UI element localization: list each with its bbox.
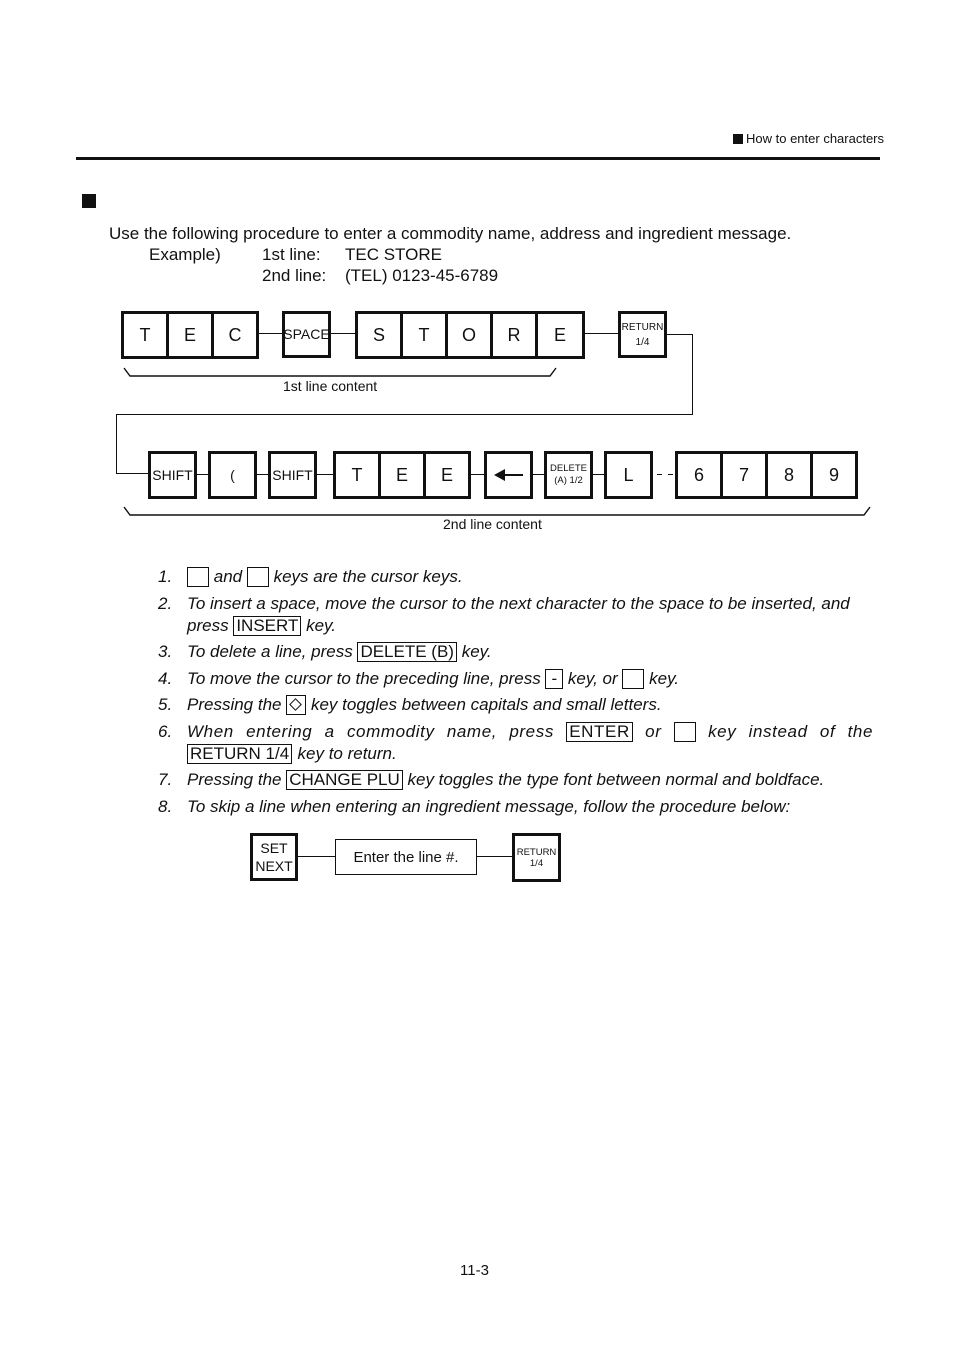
square-bullet-icon <box>733 134 743 144</box>
return-key-box: RETURN 1/4 <box>187 744 292 764</box>
left-arrow-icon <box>494 468 524 482</box>
connector-line <box>259 333 283 334</box>
example-line1-label: 1st line: <box>262 245 321 264</box>
list-item: 7. Pressing the CHANGE PLU key toggles the type font between normal and boldface. <box>158 770 825 789</box>
key-t: T <box>333 451 381 499</box>
page-number: 11-3 <box>460 1262 489 1279</box>
change-plu-key-box: CHANGE PLU <box>286 770 403 790</box>
list-item: 8. To skip a line when entering an ingredient message, follow the procedure below: <box>158 796 791 816</box>
key-e: E <box>535 311 585 359</box>
connector-line <box>116 473 148 474</box>
connector-line <box>477 856 512 857</box>
row1-caption: 1st line content <box>283 378 378 394</box>
list-item: 4. To move the cursor to the preceding line, press - key, or key. <box>158 668 680 688</box>
key-8: 8 <box>765 451 813 499</box>
cursor-key-box <box>622 669 644 689</box>
key-e: E <box>166 311 214 359</box>
enter-line-number-box: Enter the line #. <box>335 839 477 875</box>
list-item: 2. To insert a space, move the cursor to the next character to the space to be inserted, and press INSERT key. <box>158 593 850 635</box>
key-t: T <box>121 311 169 359</box>
insert-key-box: INSERT <box>233 616 301 636</box>
connector-line <box>667 334 693 335</box>
header-rule <box>76 157 880 160</box>
key-set-next: SET NEXT <box>250 833 298 881</box>
steps-list <box>158 566 873 822</box>
key-7: 7 <box>720 451 768 499</box>
minus-key-box: - <box>545 669 563 689</box>
connector-line <box>298 856 335 857</box>
connector-line <box>533 474 544 475</box>
section-square-icon <box>82 194 96 208</box>
key-shift: SHIFT <box>268 451 317 499</box>
key-s: S <box>355 311 403 359</box>
connector-line <box>593 474 604 475</box>
connector-line <box>585 333 619 334</box>
omission-dashed-line <box>653 473 675 476</box>
key-t: T <box>400 311 448 359</box>
connector-line <box>471 474 484 475</box>
key-l: L <box>604 451 653 499</box>
running-header: How to enter characters <box>733 131 884 146</box>
connector-line <box>692 334 693 415</box>
list-item: 3. To delete a line, press DELETE (B) key. <box>158 642 492 661</box>
key-delete-a: DELETE (A) 1/2 <box>544 451 593 499</box>
example-label: Example) <box>149 245 221 264</box>
key-e: E <box>423 451 471 499</box>
list-item: 6. When entering a commodity name, press ENTER or key instead of the RETURN 1/4 key to return. <box>158 721 874 763</box>
key-c: C <box>211 311 259 359</box>
intro-text: Use the following procedure to enter a commodity name, address and ingredient message. <box>109 224 792 243</box>
key-return: RETURN 1/4 <box>618 311 667 358</box>
connector-line <box>116 414 117 474</box>
key-return: RETURN 1/4 <box>512 833 561 882</box>
connector-line <box>116 414 693 415</box>
example-line2-value: (TEL) 0123-45-6789 <box>345 266 499 285</box>
list-item: 5. Pressing the key toggles between capitals and small letters. <box>158 695 662 714</box>
key-space: SPACE <box>282 311 331 358</box>
connector-line <box>257 474 268 475</box>
shift-diamond-key-box <box>286 695 306 715</box>
row2-caption: 2nd line content <box>443 516 542 532</box>
key-left-paren: ( <box>208 451 257 499</box>
delete-b-key-box: DELETE (B) <box>357 642 457 662</box>
cursor-key-box <box>187 567 209 587</box>
cursor-key-box <box>247 567 269 587</box>
left-arrow-key <box>484 451 533 499</box>
enter-key-box: ENTER <box>566 722 633 742</box>
key-e: E <box>378 451 426 499</box>
example-line1-value: TEC STORE <box>345 245 442 264</box>
key-r: R <box>490 311 538 359</box>
connector-line <box>317 474 333 475</box>
key-o: O <box>445 311 493 359</box>
key-9: 9 <box>810 451 858 499</box>
list-item: 1. and keys are the cursor keys. <box>158 567 463 586</box>
connector-line <box>331 333 356 334</box>
key-6: 6 <box>675 451 723 499</box>
cursor-key-box <box>674 722 696 742</box>
example-line2-label: 2nd line: <box>262 266 327 285</box>
connector-line <box>197 474 208 475</box>
diamond-icon <box>289 698 302 711</box>
key-shift: SHIFT <box>148 451 197 499</box>
